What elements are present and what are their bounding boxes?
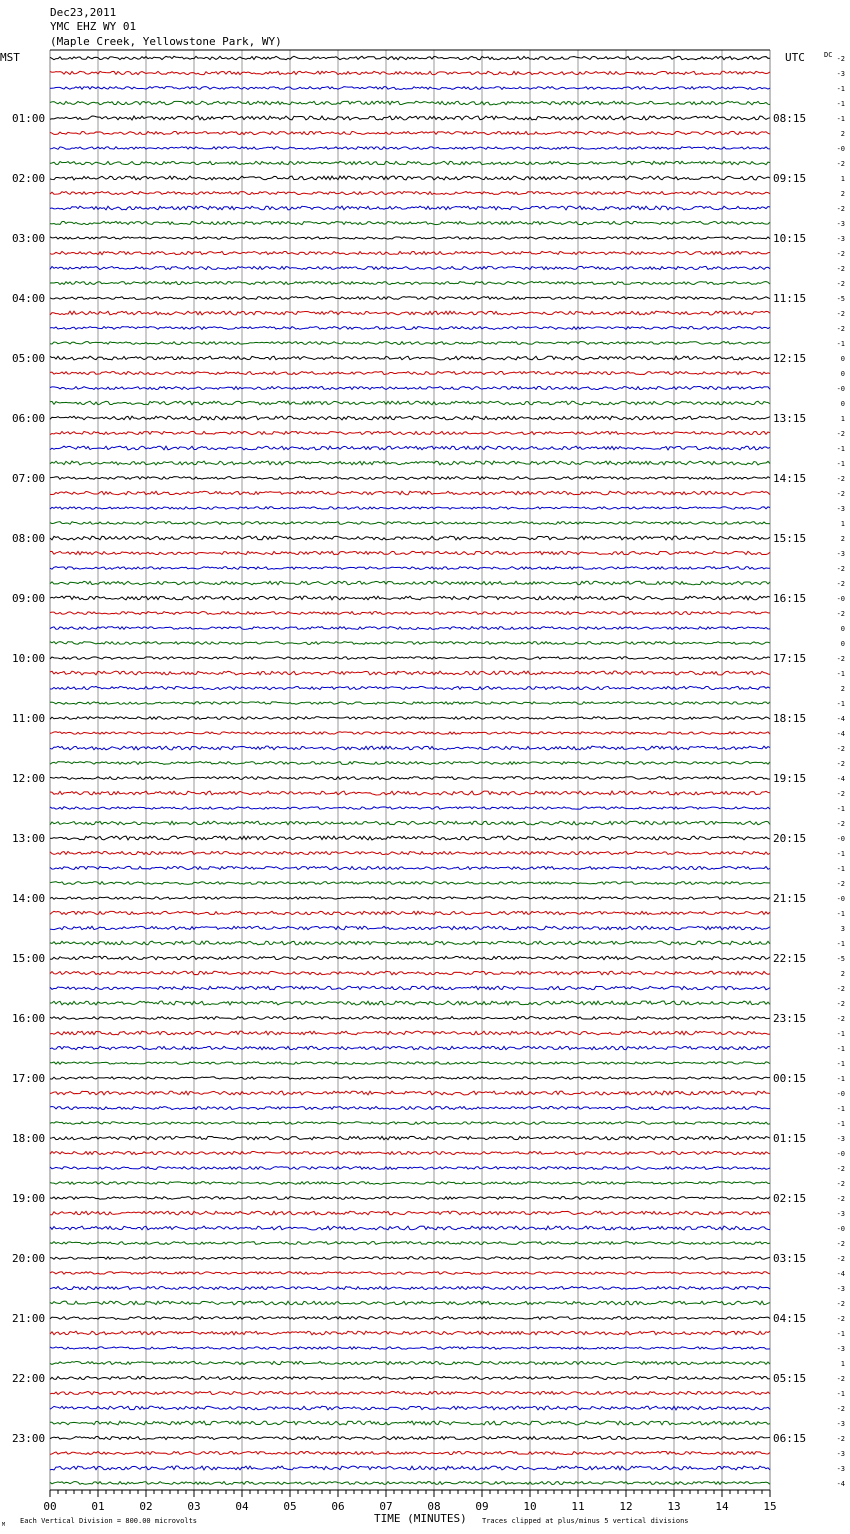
dc-offset-value: -2 (836, 820, 845, 828)
dc-offset-value: -2 (836, 205, 845, 213)
x-tick-label: 08 (427, 1500, 441, 1513)
x-tick-label: 05 (283, 1500, 297, 1513)
trace-line (50, 356, 770, 360)
dc-offset-value: 1 (840, 175, 845, 183)
trace-line (50, 1286, 770, 1289)
clip-note: Traces clipped at plus/minus 5 vertical divisions (482, 1517, 689, 1525)
trace-line (50, 116, 770, 120)
dc-offset-value: 0 (840, 370, 845, 378)
trace-line (50, 941, 770, 945)
mst-hour-label: 03:00 (12, 232, 46, 245)
utc-hour-label: 22:15 (773, 952, 807, 965)
dc-offset-value: -1 (836, 1120, 845, 1128)
trace-line (50, 956, 770, 959)
trace-line (50, 551, 770, 554)
dc-offset-value: -1 (836, 85, 845, 93)
utc-hour-label: 06:15 (773, 1432, 807, 1445)
dc-offset-value: -1 (836, 940, 845, 948)
trace-line (50, 431, 770, 434)
dc-offset-value: 1 (840, 520, 845, 528)
dc-offset-value: -2 (836, 1405, 845, 1413)
mst-hour-label: 07:00 (12, 472, 46, 485)
dc-offset-value: -2 (836, 325, 845, 333)
dc-offset-value: -2 (836, 580, 845, 588)
mst-hour-label: 10:00 (12, 652, 46, 665)
dc-offset-value: -4 (836, 1480, 845, 1488)
station-code: YMC EHZ WY 01 (50, 20, 137, 33)
scale-note: Each Vertical Division = 800.00 microvolts (20, 1517, 198, 1525)
dc-offset-value: -0 (836, 1225, 845, 1233)
dc-offset-value: -2 (836, 565, 845, 573)
dc-offset-value: -1 (836, 700, 845, 708)
mst-hour-label: 02:00 (12, 172, 46, 185)
trace-line (50, 311, 770, 315)
mst-hour-label: 04:00 (12, 292, 46, 305)
dc-offset-value: -2 (836, 1015, 845, 1023)
dc-offset-value: -2 (836, 1300, 845, 1308)
mst-hour-label: 09:00 (12, 592, 46, 605)
dc-offset-value: -3 (836, 1285, 845, 1293)
dc-offset-value: -4 (836, 1270, 845, 1278)
dc-offset-value: -0 (836, 595, 845, 603)
x-tick-label: 09 (475, 1500, 489, 1513)
dc-offset-value: -1 (836, 850, 845, 858)
dc-offset-value: -2 (836, 1375, 845, 1383)
trace-line (50, 101, 770, 105)
trace-line (50, 1391, 770, 1394)
station-location: (Maple Creek, Yellowstone Park, WY) (50, 35, 282, 48)
dc-offset-value: -2 (836, 475, 845, 483)
x-tick-label: 04 (235, 1500, 249, 1513)
dc-offset-value: -2 (836, 880, 845, 888)
trace-line (50, 1046, 770, 1049)
mst-hour-label: 19:00 (12, 1192, 46, 1205)
dc-offset-value: -0 (836, 1090, 845, 1098)
dc-offset-value: -1 (836, 115, 845, 123)
trace-line (50, 206, 770, 210)
dc-offset-value: -1 (836, 1105, 845, 1113)
trace-line (50, 1421, 770, 1425)
dc-offset-value: -0 (836, 1150, 845, 1158)
dc-offset-value: -2 (836, 985, 845, 993)
trace-line (50, 746, 770, 750)
dc-offset-value: -2 (836, 280, 845, 288)
dc-offset-value: -1 (836, 445, 845, 453)
dc-offset-value: -4 (836, 715, 845, 723)
left-timezone-label: MST (0, 51, 20, 64)
mst-hour-label: 18:00 (12, 1132, 46, 1145)
dc-offset-value: -3 (836, 1420, 845, 1428)
trace-line (50, 1017, 770, 1020)
dc-offset-value: -2 (836, 610, 845, 618)
trace-line (50, 866, 770, 869)
trace-line (50, 71, 770, 74)
trace-line (50, 1361, 770, 1364)
trace-line (50, 686, 770, 689)
dc-offset-value: -2 (836, 1180, 845, 1188)
utc-hour-label: 02:15 (773, 1192, 807, 1205)
utc-hour-label: 12:15 (773, 352, 807, 365)
trace-line (50, 971, 770, 975)
dc-offset-value: -1 (836, 1330, 845, 1338)
utc-hour-label: 19:15 (773, 772, 807, 785)
trace-line (50, 386, 770, 389)
utc-hour-label: 03:15 (773, 1252, 807, 1265)
trace-line (50, 297, 770, 300)
dc-offset-value: 1 (840, 415, 845, 423)
trace-line (50, 191, 770, 194)
trace-line (50, 1091, 770, 1095)
dc-offset-value: 2 (840, 535, 845, 543)
trace-line (50, 176, 770, 180)
trace-line (50, 986, 770, 989)
utc-hour-label: 11:15 (773, 292, 807, 305)
trace-line (50, 671, 770, 675)
dc-offset-value: 0 (840, 640, 845, 648)
dc-offset-value: 2 (840, 190, 845, 198)
trace-line (50, 717, 770, 720)
trace-line (50, 1482, 770, 1485)
trace-line (50, 1001, 770, 1005)
dc-offset-value: -1 (836, 805, 845, 813)
utc-hour-label: 04:15 (773, 1312, 807, 1325)
trace-line (50, 1242, 770, 1245)
trace-line (50, 1436, 770, 1439)
dc-offset-value: -0 (836, 145, 845, 153)
utc-hour-label: 05:15 (773, 1372, 807, 1385)
dc-offset-value: -1 (836, 1390, 845, 1398)
utc-hour-label: 14:15 (773, 472, 807, 485)
trace-line (50, 1451, 770, 1454)
dc-offset-header: DC (824, 51, 833, 59)
dc-offset-value: -2 (836, 745, 845, 753)
trace-line (50, 491, 770, 495)
x-axis-title: TIME (MINUTES) (374, 1512, 467, 1525)
dc-offset-column (837, 55, 845, 1488)
corner-mark: M (2, 1522, 6, 1528)
dc-offset-value: -1 (836, 1030, 845, 1038)
trace-line (50, 1182, 770, 1185)
trace-line (50, 1197, 770, 1200)
dc-offset-value: -2 (836, 1315, 845, 1323)
dc-offset-value: -5 (836, 295, 845, 303)
trace-line (50, 1406, 770, 1410)
dc-offset-value: -3 (836, 1465, 845, 1473)
dc-offset-value: -3 (836, 220, 845, 228)
trace-line (50, 1317, 770, 1320)
dc-offset-value: -2 (836, 310, 845, 318)
x-tick-label: 02 (139, 1500, 153, 1513)
trace-line (50, 477, 770, 480)
trace-line (50, 851, 770, 854)
x-tick-label: 10 (523, 1500, 537, 1513)
trace-line (50, 1257, 770, 1260)
trace-line (50, 161, 770, 164)
trace-line (50, 416, 770, 420)
trace-line (50, 446, 770, 450)
dc-offset-value: -2 (836, 1240, 845, 1248)
utc-hour-label: 18:15 (773, 712, 807, 725)
utc-hour-label: 10:15 (773, 232, 807, 245)
dc-offset-value: -1 (836, 1075, 845, 1083)
dc-offset-value: -1 (836, 460, 845, 468)
mst-hour-label: 15:00 (12, 952, 46, 965)
trace-line (50, 237, 770, 239)
trace-line (50, 507, 770, 509)
dc-offset-value: 2 (840, 130, 845, 138)
dc-offset-value: -2 (836, 1195, 845, 1203)
dc-offset-value: -1 (836, 865, 845, 873)
mst-hour-label: 06:00 (12, 412, 46, 425)
trace-line (50, 581, 770, 585)
x-tick-label: 07 (379, 1500, 393, 1513)
time-axis (43, 1490, 776, 1513)
dc-offset-value: 2 (840, 685, 845, 693)
trace-line (50, 612, 770, 615)
trace-line (50, 791, 770, 795)
trace-line (50, 1376, 770, 1379)
mst-hour-label: 14:00 (12, 892, 46, 905)
dc-offset-value: -3 (836, 235, 845, 243)
trace-line (50, 642, 770, 645)
dc-offset-value: -1 (836, 1045, 845, 1053)
utc-hour-label: 00:15 (773, 1072, 807, 1085)
mst-hour-label: 17:00 (12, 1072, 46, 1085)
record-date: Dec23,2011 (50, 6, 117, 19)
trace-line (50, 627, 770, 630)
trace-line (50, 926, 770, 930)
trace-line (50, 87, 770, 90)
trace-line (50, 221, 770, 224)
dc-offset-value: -1 (836, 340, 845, 348)
mst-hour-label: 16:00 (12, 1012, 46, 1025)
dc-offset-value: -2 (836, 1255, 845, 1263)
x-tick-label: 14 (715, 1500, 729, 1513)
mst-hour-label: 22:00 (12, 1372, 46, 1385)
dc-offset-value: 1 (840, 1360, 845, 1368)
dc-offset-value: -3 (836, 1210, 845, 1218)
dc-offset-value: -2 (836, 790, 845, 798)
dc-offset-value: -1 (836, 910, 845, 918)
x-tick-label: 13 (667, 1500, 681, 1513)
dc-offset-value: -3 (836, 550, 845, 558)
dc-offset-value: -3 (836, 505, 845, 513)
trace-line (50, 1466, 770, 1470)
trace-line (50, 1347, 770, 1349)
dc-offset-value: -2 (836, 160, 845, 168)
trace-line (50, 1136, 770, 1139)
dc-offset-value: -5 (836, 955, 845, 963)
trace-line (50, 1077, 770, 1079)
trace-line (50, 131, 770, 134)
trace-line (50, 821, 770, 825)
dc-offset-value: 3 (840, 925, 845, 933)
utc-hour-label: 23:15 (773, 1012, 807, 1025)
trace-line (50, 536, 770, 540)
utc-hour-label: 09:15 (773, 172, 807, 185)
trace-line (50, 342, 770, 345)
mst-hour-label: 05:00 (12, 352, 46, 365)
dc-offset-value: -2 (836, 1435, 845, 1443)
dc-offset-value: -2 (836, 430, 845, 438)
trace-line (50, 1106, 770, 1109)
dc-offset-value: -1 (836, 670, 845, 678)
trace-line (50, 567, 770, 570)
trace-line (50, 777, 770, 780)
utc-hour-label: 16:15 (773, 592, 807, 605)
utc-hour-label: 08:15 (773, 112, 807, 125)
trace-line (50, 1167, 770, 1170)
trace-line (50, 897, 770, 900)
dc-offset-value: -3 (836, 1135, 845, 1143)
mst-hour-label: 21:00 (12, 1312, 46, 1325)
trace-line (50, 702, 770, 705)
trace-line (50, 1331, 770, 1335)
x-tick-label: 12 (619, 1500, 633, 1513)
trace-line (50, 282, 770, 285)
dc-offset-value: -1 (836, 100, 845, 108)
trace-line (50, 1301, 770, 1305)
trace-line (50, 1211, 770, 1215)
utc-hour-label: 13:15 (773, 412, 807, 425)
trace-line (50, 1031, 770, 1035)
x-tick-label: 00 (43, 1500, 57, 1513)
trace-line (50, 1226, 770, 1230)
x-tick-label: 03 (187, 1500, 201, 1513)
right-timezone-label: UTC (785, 51, 805, 64)
trace-line (50, 327, 770, 330)
x-tick-label: 06 (331, 1500, 345, 1513)
utc-hour-label: 17:15 (773, 652, 807, 665)
trace-line (50, 1122, 770, 1125)
mst-hour-label: 08:00 (12, 532, 46, 545)
trace-line (50, 1062, 770, 1064)
utc-hour-label: 15:15 (773, 532, 807, 545)
trace-line (50, 401, 770, 405)
dc-offset-value: -2 (836, 760, 845, 768)
trace-line (50, 1272, 770, 1275)
dc-offset-value: -4 (836, 775, 845, 783)
trace-line (50, 911, 770, 914)
mst-hour-label: 13:00 (12, 832, 46, 845)
mst-hour-label: 20:00 (12, 1252, 46, 1265)
trace-line (50, 732, 770, 734)
mst-hour-label: 11:00 (12, 712, 46, 725)
dc-offset-value: 2 (840, 970, 845, 978)
trace-line (50, 251, 770, 254)
dc-offset-value: 0 (840, 400, 845, 408)
dc-offset-value: -2 (836, 1165, 845, 1173)
trace-line (50, 657, 770, 660)
trace-line (50, 56, 770, 59)
trace-line (50, 807, 770, 809)
trace-line (50, 371, 770, 374)
seismic-traces (50, 56, 770, 1484)
trace-line (50, 596, 770, 600)
dc-offset-value: -2 (836, 265, 845, 273)
dc-offset-value: 0 (840, 355, 845, 363)
x-tick-label: 01 (91, 1500, 105, 1513)
dc-offset-value: -2 (836, 490, 845, 498)
dc-offset-value: -3 (836, 1450, 845, 1458)
dc-offset-value: -4 (836, 730, 845, 738)
dc-offset-value: -3 (836, 70, 845, 78)
trace-line (50, 836, 770, 840)
mst-hour-label: 12:00 (12, 772, 46, 785)
dc-offset-value: -0 (836, 895, 845, 903)
dc-offset-value: -2 (836, 1000, 845, 1008)
dc-offset-value: -0 (836, 835, 845, 843)
x-tick-label: 11 (571, 1500, 585, 1513)
dc-offset-value: -2 (836, 250, 845, 258)
dc-offset-value: -0 (836, 385, 845, 393)
trace-line (50, 522, 770, 525)
mst-hour-label: 23:00 (12, 1432, 46, 1445)
utc-hour-label: 01:15 (773, 1132, 807, 1145)
trace-line (50, 461, 770, 465)
trace-line (50, 266, 770, 269)
dc-offset-value: -2 (836, 55, 845, 63)
trace-line (50, 762, 770, 765)
trace-line (50, 1151, 770, 1154)
x-tick-label: 15 (763, 1500, 777, 1513)
trace-line (50, 147, 770, 150)
dc-offset-value: -3 (836, 1345, 845, 1353)
utc-hour-label: 21:15 (773, 892, 807, 905)
dc-offset-value: -1 (836, 1060, 845, 1068)
utc-hour-label: 20:15 (773, 832, 807, 845)
dc-offset-value: -2 (836, 655, 845, 663)
dc-offset-value: 0 (840, 625, 845, 633)
trace-line (50, 882, 770, 885)
mst-hour-label: 01:00 (12, 112, 46, 125)
